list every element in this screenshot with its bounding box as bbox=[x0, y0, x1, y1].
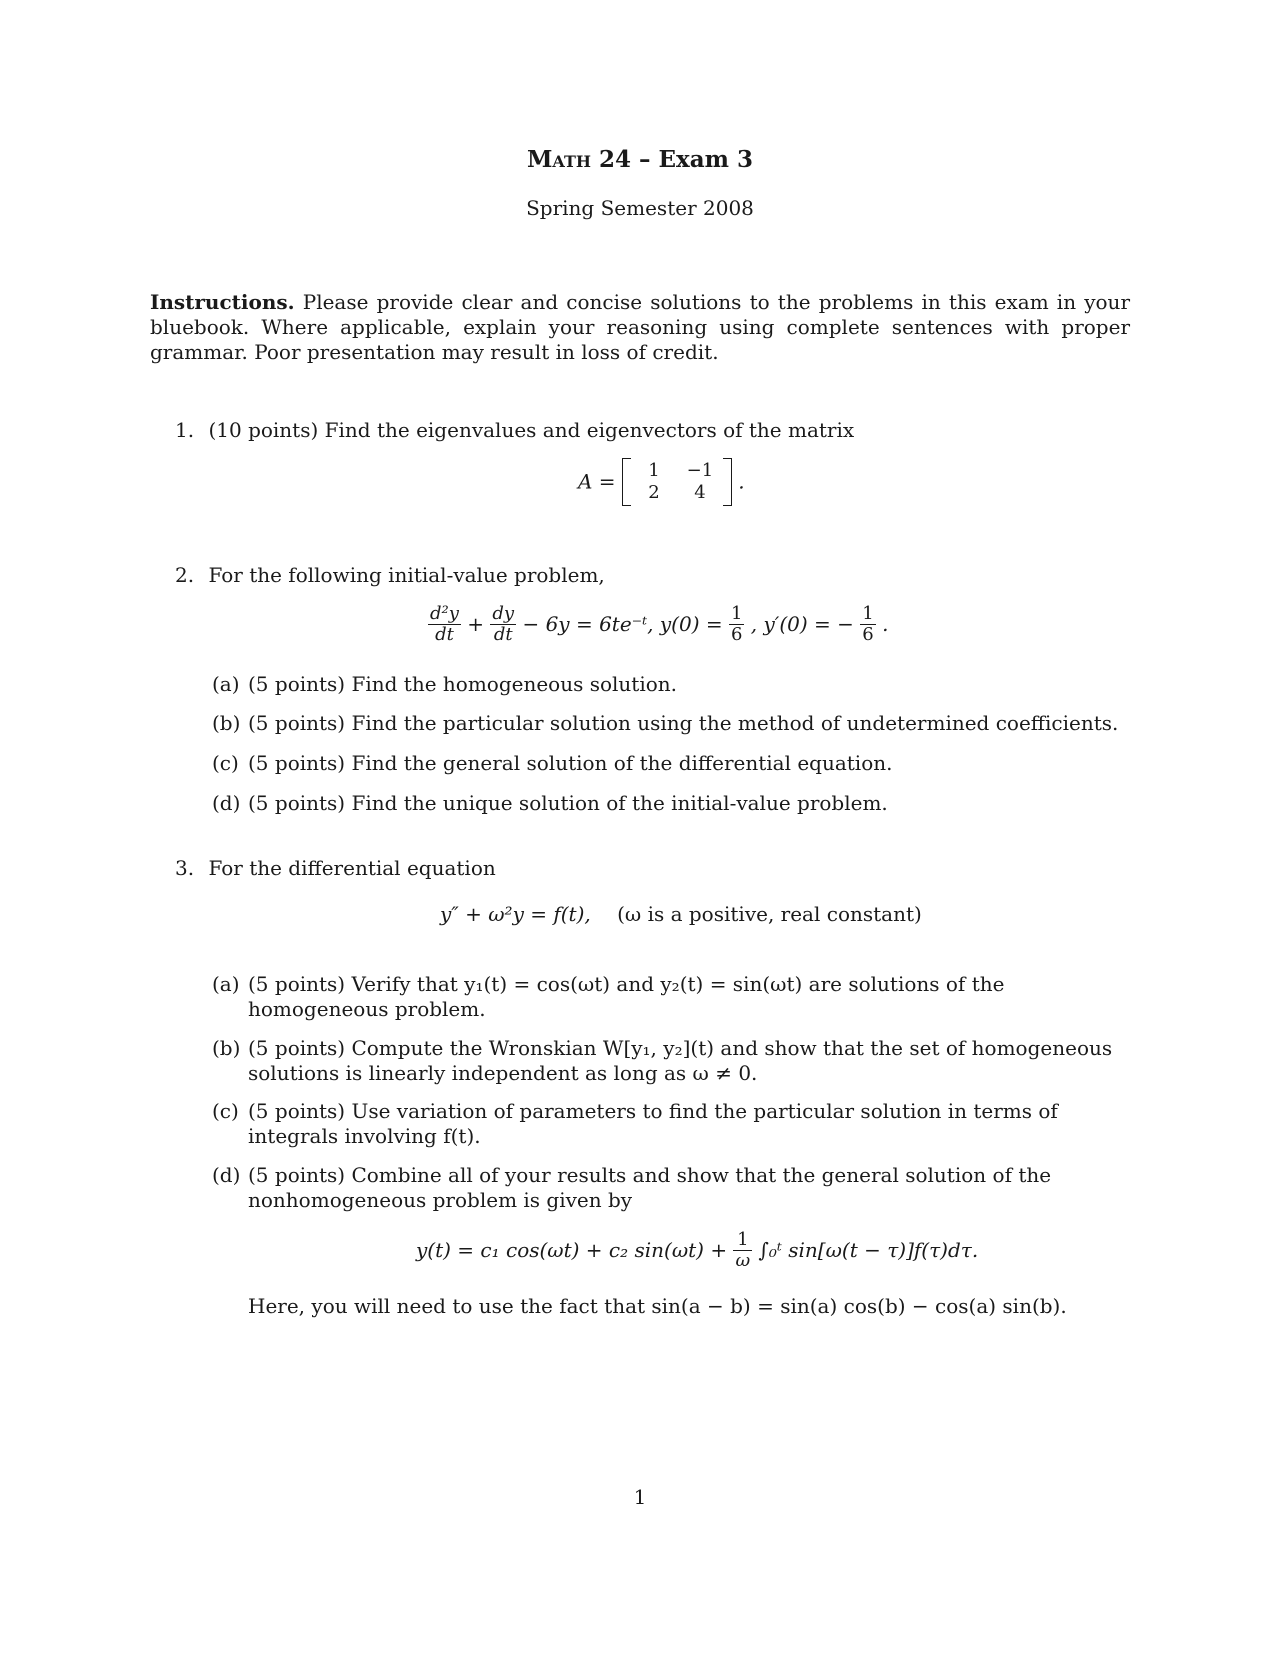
question-2 bbox=[175, 563, 1135, 588]
q3-part-d bbox=[212, 1163, 1132, 1213]
title-course: Math bbox=[526, 146, 591, 173]
question-3-text: For the differential equation bbox=[208, 856, 496, 880]
question-2-number: 2. bbox=[175, 563, 195, 587]
part-text: (5 points) Find the general solution of the differential equation. bbox=[248, 751, 893, 775]
q2-part-d bbox=[212, 791, 1132, 816]
matrix-cell: 2 bbox=[648, 482, 660, 503]
part-text: (5 points) Use variation of parameters to find the particular solution in terms of integrals involving f(t). bbox=[248, 1099, 1058, 1148]
matrix-lhs: A = bbox=[578, 469, 616, 494]
question-2-text: For the following initial-value problem, bbox=[208, 563, 605, 587]
question-3-number: 3. bbox=[175, 856, 195, 880]
ode-end: . bbox=[882, 612, 889, 636]
q3-part-a bbox=[212, 972, 1132, 1022]
matrix-right-bracket bbox=[723, 458, 732, 506]
matrix-cell: −1 bbox=[686, 460, 714, 481]
q2-part-a bbox=[212, 672, 1132, 697]
general-solution-integral: ∫₀ᵗ sin[ω(t − τ)]f(τ)dτ. bbox=[758, 1238, 979, 1262]
instructions-label: Instructions. bbox=[150, 290, 295, 314]
question-1-number: 1. bbox=[175, 418, 195, 442]
matrix-equation bbox=[578, 458, 745, 506]
part-text: (5 points) Find the homogeneous solution. bbox=[248, 672, 678, 696]
matrix-cell: 1 bbox=[648, 460, 660, 481]
q3-part-b bbox=[212, 1036, 1132, 1086]
frac-den: 6 bbox=[862, 624, 874, 645]
matrix-A bbox=[622, 458, 732, 506]
part-text: (5 points) Compute the Wronskian W[y₁, y₂](t) and show that the set of homogeneous solutions is linearly independent as long as ω ≠ 0. bbox=[248, 1036, 1113, 1085]
part-text: (5 points) Verify that y₁(t) = cos(ωt) and y₂(t) = sin(ωt) are solutions of the homogeneous problem. bbox=[248, 972, 1005, 1021]
part-label: (d) bbox=[212, 1163, 241, 1187]
question-1-text: (10 points) Find the eigenvalues and eigenvectors of the matrix bbox=[208, 418, 855, 442]
frac-den: dt bbox=[435, 624, 454, 645]
frac-den: ω bbox=[735, 1250, 751, 1271]
part-label: (b) bbox=[212, 711, 241, 735]
frac-num: 1 bbox=[862, 603, 874, 624]
part-label: (a) bbox=[212, 972, 240, 996]
q3-equation bbox=[440, 902, 922, 927]
general-solution-equation bbox=[416, 1230, 978, 1271]
plus-sign: + bbox=[467, 612, 485, 636]
title-rest: 24 – Exam 3 bbox=[591, 146, 754, 173]
part-label: (a) bbox=[212, 672, 240, 696]
q3-equation-note: (ω is a positive, real constant) bbox=[617, 902, 922, 926]
page-number: 1 bbox=[633, 1485, 647, 1509]
part-text: (5 points) Find the particular solution using the method of undetermined coefficients. bbox=[248, 711, 1119, 735]
frac-num: d²y bbox=[430, 603, 459, 624]
page-subtitle: Spring Semester 2008 bbox=[526, 196, 754, 220]
ode-equation bbox=[428, 604, 888, 645]
part-text: (5 points) Combine all of your results and show that the general solution of the nonhomogeneous problem is given by bbox=[248, 1163, 1052, 1212]
matrix-cell: 4 bbox=[694, 482, 706, 503]
page-title bbox=[0, 146, 1280, 175]
part-label: (b) bbox=[212, 1036, 241, 1060]
frac-num: dy bbox=[492, 603, 515, 624]
ode-middle: − 6y = 6te⁻ᵗ, y(0) = bbox=[522, 612, 729, 636]
frac-num: 1 bbox=[730, 603, 743, 624]
instructions-paragraph bbox=[150, 290, 1130, 365]
part-label: (c) bbox=[212, 751, 239, 775]
q2-part-c bbox=[212, 751, 1132, 776]
q2-part-b bbox=[212, 711, 1132, 736]
question-3 bbox=[175, 856, 1135, 881]
part-label: (d) bbox=[212, 791, 241, 815]
q3-equation-main: y″ + ω²y = f(t), bbox=[440, 902, 591, 926]
frac-num: 1 bbox=[733, 1230, 752, 1251]
instructions-text: Please provide clear and concise solutions to the problems in this exam in your bluebook. Where applicable, explain your reasoning using complete sentences with proper grammar. Poor presentation may result in loss of credit. bbox=[150, 290, 1130, 364]
frac-den: dt bbox=[493, 624, 513, 645]
matrix-left-bracket bbox=[622, 458, 631, 506]
question-1 bbox=[175, 418, 1135, 443]
general-solution-lhs: y(t) = c₁ cos(ωt) + c₂ sin(ωt) + bbox=[416, 1238, 734, 1262]
part-label: (c) bbox=[212, 1099, 239, 1123]
hint-text: Here, you will need to use the fact that sin(a − b) = sin(a) cos(b) − cos(a) sin(b). bbox=[248, 1294, 1067, 1318]
q3-part-c bbox=[212, 1099, 1132, 1149]
ode-middle-2: , y′(0) = − bbox=[750, 612, 854, 636]
part-text: (5 points) Find the unique solution of the initial-value problem. bbox=[248, 791, 888, 815]
matrix-period: . bbox=[738, 469, 745, 494]
frac-den: 6 bbox=[730, 624, 743, 645]
